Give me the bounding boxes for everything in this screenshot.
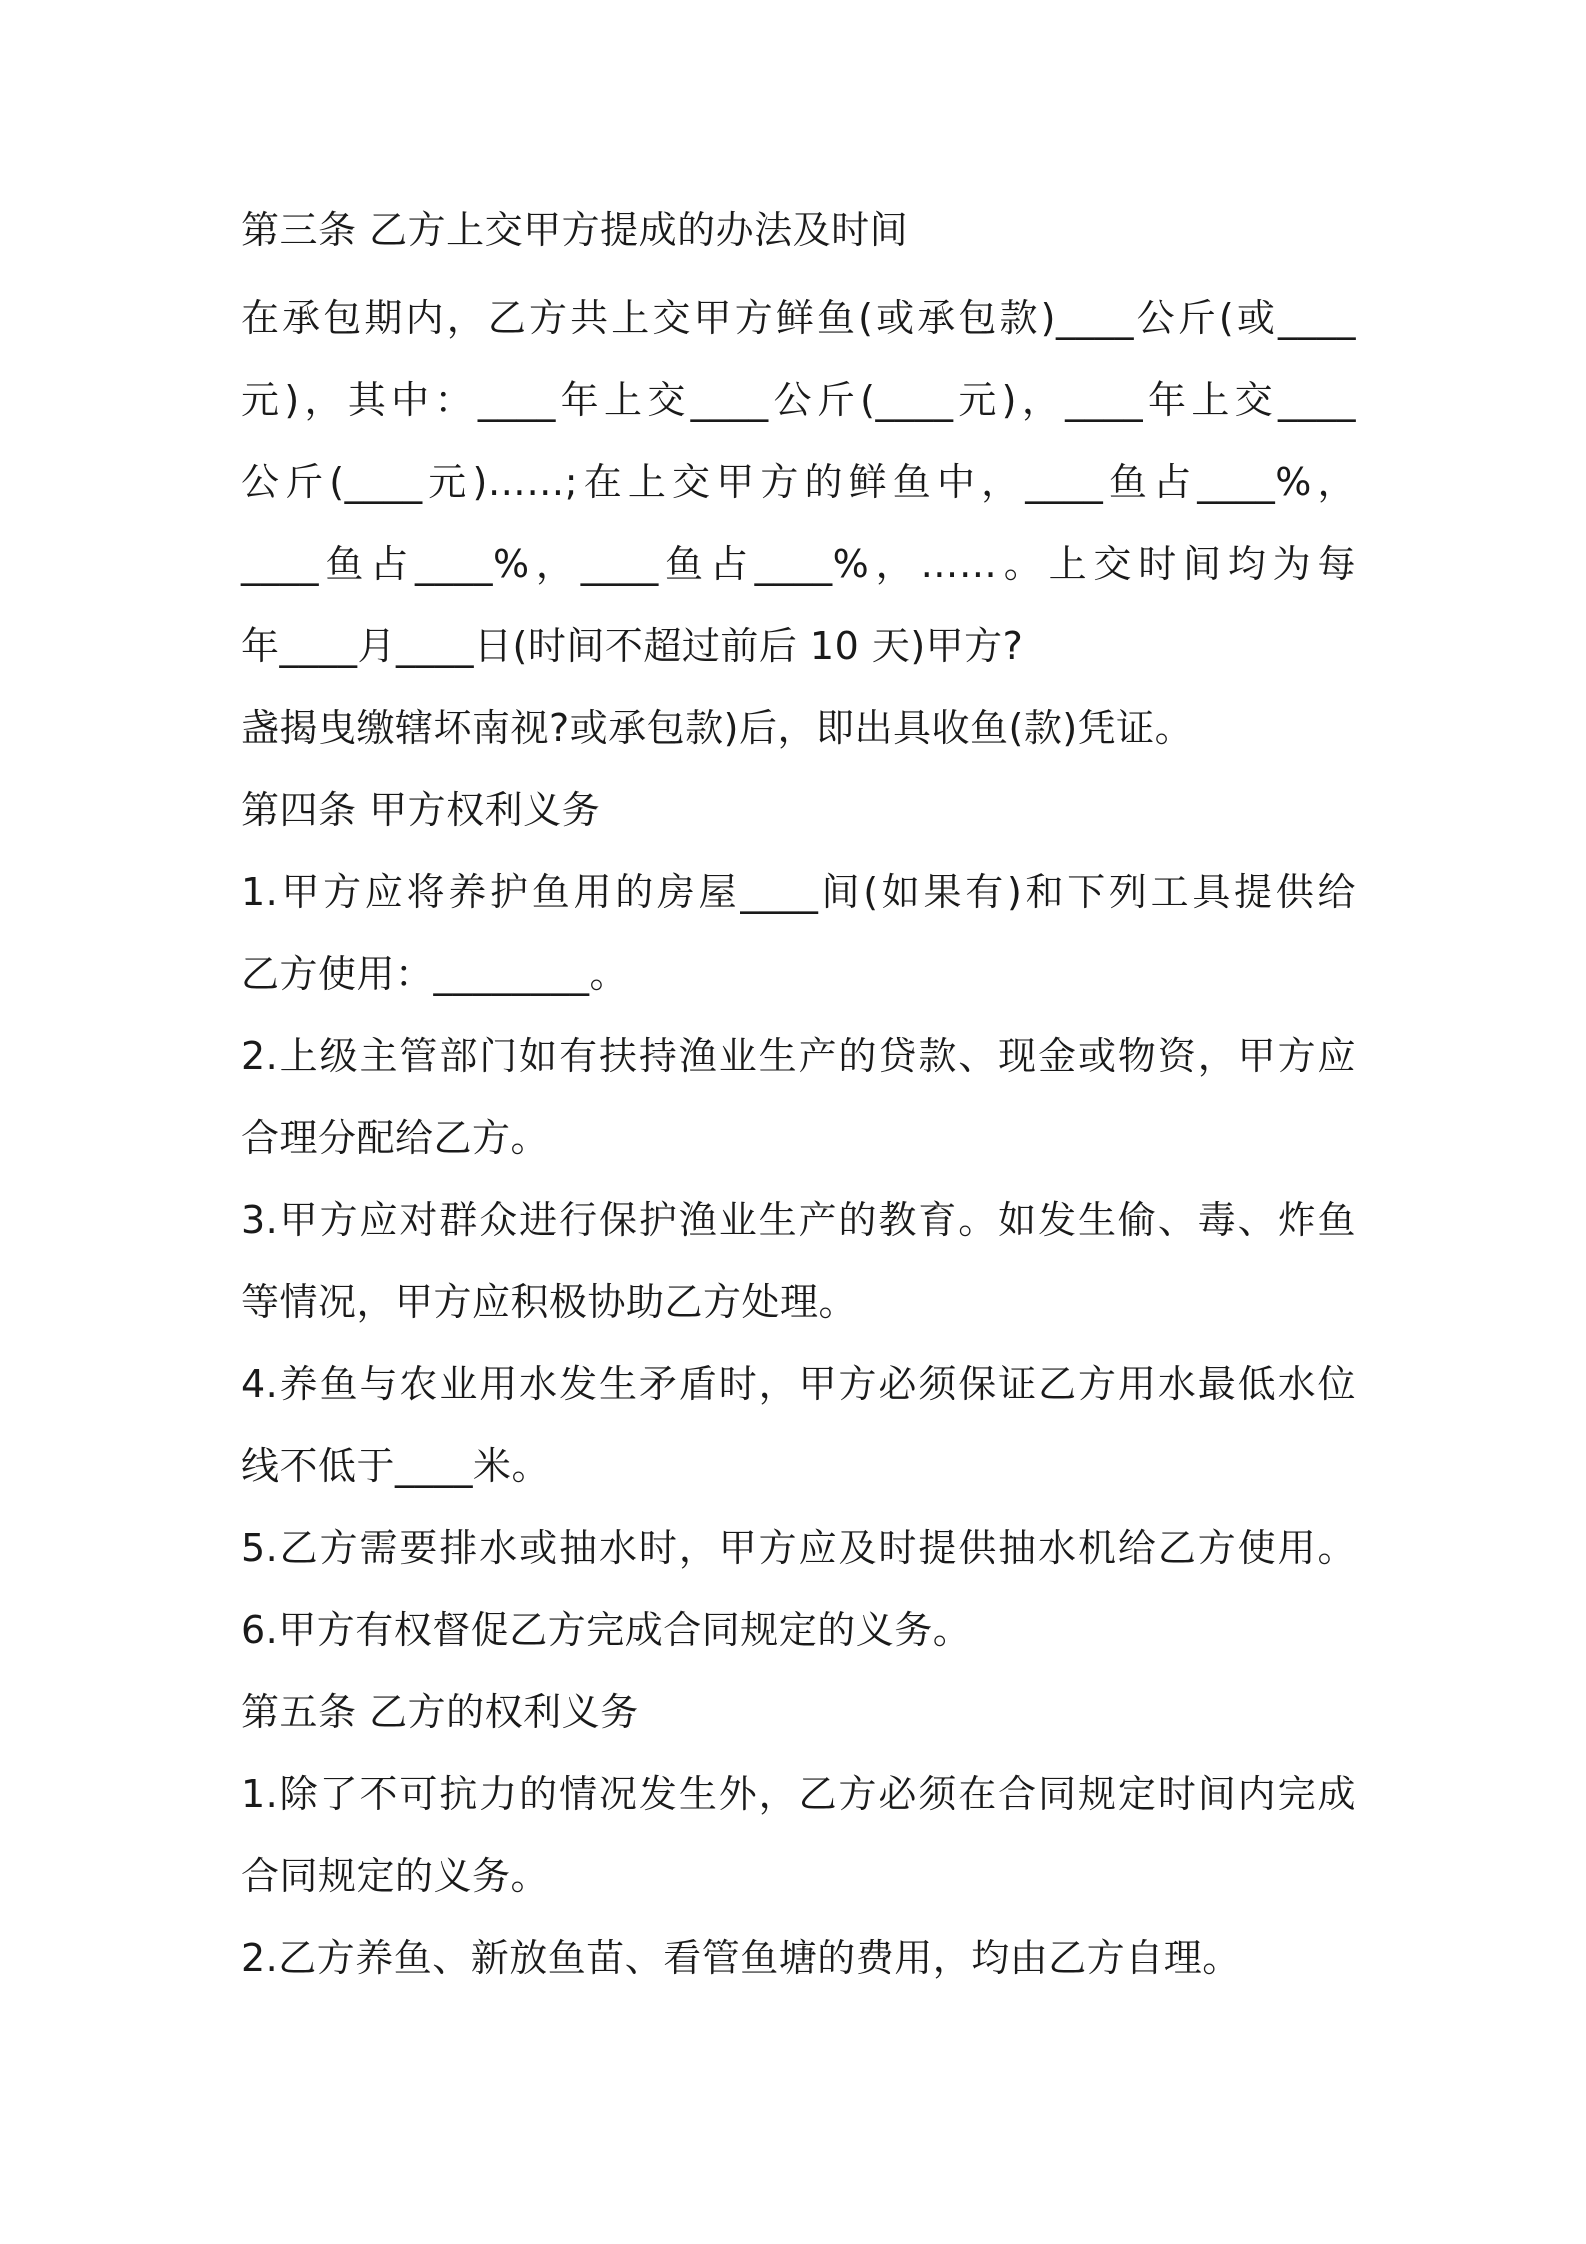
paragraph-line: 线不低于____米。 — [241, 1444, 551, 1488]
paragraph-line: 合理分配给乙方。 — [241, 1116, 550, 1160]
paragraph-line: 3.甲方应对群众进行保护渔业生产的教育。如发生偷、毒、炸鱼 — [241, 1198, 1356, 1242]
paragraph-line: 乙方使用：________。 — [241, 952, 629, 996]
paragraph-line: 5.乙方需要排水或抽水时，甲方应及时提供抽水机给乙方使用。 — [241, 1526, 1356, 1570]
paragraph-line: 4.养鱼与农业用水发生矛盾时，甲方必须保证乙方用水最低水位 — [241, 1362, 1356, 1406]
article-5-heading: 第五条 乙方的权利义务 — [241, 1690, 639, 1734]
paragraph-line: 合同规定的义务。 — [241, 1854, 550, 1898]
article-3-heading: 第三条 乙方上交甲方提成的办法及时间 — [241, 208, 909, 252]
paragraph-line: 等情况，甲方应积极协助乙方处理。 — [241, 1280, 858, 1324]
paragraph-line: 元)，其中：____年上交____公斤(____元)，____年上交____ — [241, 378, 1356, 422]
paragraph-line: 年____月____日(时间不超过前后 10 天)甲方? — [241, 624, 1024, 668]
paragraph-line: 在承包期内，乙方共上交甲方鲜鱼(或承包款)____公斤(或____ — [241, 296, 1356, 340]
paragraph-line: 2.乙方养鱼、新放鱼苗、看管鱼塘的费用，均由乙方自理。 — [241, 1936, 1241, 1980]
paragraph-line: 1.除了不可抗力的情况发生外，乙方必须在合同规定时间内完成 — [241, 1772, 1356, 1816]
paragraph-line: 6.甲方有权督促乙方完成合同规定的义务。 — [241, 1608, 972, 1652]
paragraph-line: ____鱼占____%，____鱼占____%，……。上交时间均为每 — [241, 542, 1356, 586]
paragraph-line: 公斤(____元)……;在上交甲方的鲜鱼中，____鱼占____%， — [241, 460, 1356, 504]
paragraph-line: 盏揭曳缴辖坏南视?或承包款)后，即出具收鱼(款)凭证。 — [241, 706, 1194, 750]
paragraph-line: 2.上级主管部门如有扶持渔业生产的贷款、现金或物资，甲方应 — [241, 1034, 1356, 1078]
article-4-heading: 第四条 甲方权利义务 — [241, 788, 601, 832]
paragraph-line: 1.甲方应将养护鱼用的房屋____间(如果有)和下列工具提供给 — [241, 870, 1356, 914]
